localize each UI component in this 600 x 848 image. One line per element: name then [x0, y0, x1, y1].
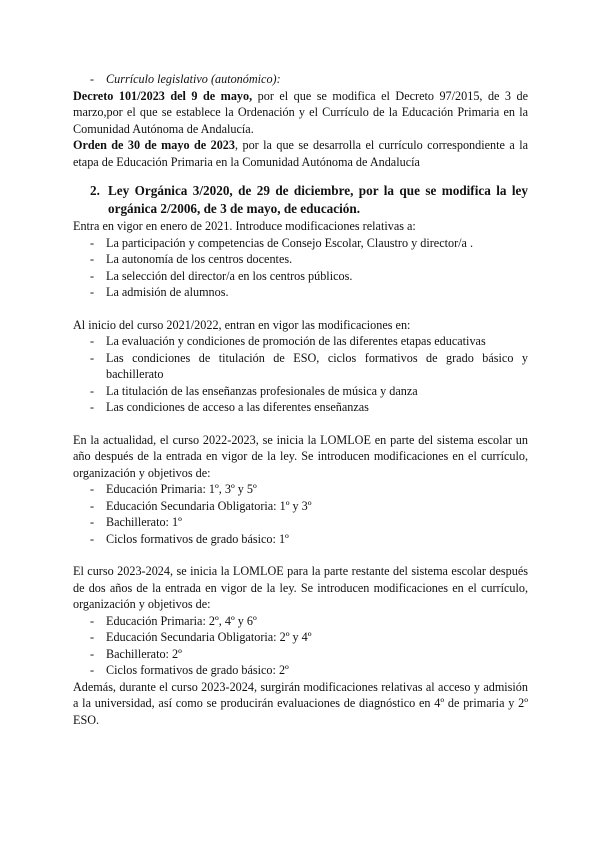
decreto-text: por el que se modifica el Decreto 97/2015, de 3 de marzo,por el que se establece la Ordenación y el Currículo de la Educación Primaria en la Comunidad Autónoma de Andalucía.: [73, 88, 528, 136]
list-item-text: Las condiciones de titulación de ESO, ciclos formativos de grado básico y bachillerato: [106, 350, 528, 381]
list-item: [73, 662, 528, 679]
modifications-list-2: [73, 333, 528, 416]
curriculum-item: Currículo legislativo (autonómico):: [106, 72, 281, 86]
intro-paragraph: Entra en vigor en enero de 2021. Introduce modificaciones relativas a:: [73, 219, 416, 233]
bullet-dash: -: [90, 72, 95, 86]
list-item: [73, 383, 528, 400]
list-item-text: Las condiciones de acceso a las diferentes enseñanzas: [106, 400, 369, 414]
bullet-dash: -: [90, 515, 95, 529]
list-item-text: Educación Secundaria Obligatoria: 2º y 4º: [106, 630, 312, 644]
list-item: [73, 629, 528, 646]
list-item-text: La selección del director/a en los centros públicos.: [106, 268, 353, 283]
list-item: [73, 514, 528, 531]
bullet-dash: -: [90, 252, 95, 266]
section-number: 2.: [90, 183, 100, 198]
list-item: [73, 235, 528, 252]
modifications-list-3: [73, 481, 528, 547]
list-item-text: La titulación de las enseñanzas profesionales de música y danza: [106, 383, 418, 398]
list-item: [73, 531, 528, 548]
modifications-list-4: [73, 613, 528, 679]
list-item: [73, 399, 528, 416]
list-item-text: Ciclos formativos de grado básico: 1º: [106, 531, 289, 546]
course-2021-paragraph: Al inicio del curso 2021/2022, entran en vigor las modificaciones en:: [73, 317, 411, 332]
list-item: [73, 613, 528, 630]
list-item-text: Bachillerato: 1º: [106, 515, 182, 529]
list-item-text: La participación y competencias de Consejo Escolar, Claustro y director/a .: [106, 235, 474, 250]
list-item-text: Ciclos formativos de grado básico: 2º: [106, 663, 289, 677]
decreto-paragraph: [73, 88, 528, 138]
closing-paragraph: Además, durante el curso 2023-2024, surgirán modificaciones relativas al acceso y admisión a la universidad, así como se producirán evaluaciones de diagnóstico en 4º de primaria y 2º ESO.: [73, 679, 528, 727]
list-item: [73, 350, 528, 383]
bullet-dash: -: [90, 663, 95, 677]
section-title: Ley Orgánica 3/2020, de 29 de diciembre, por la que se modifica la ley orgánica 2/2006, de 3 de mayo, de educación.: [108, 183, 528, 216]
bullet-dash: -: [90, 383, 95, 398]
list-item: [73, 481, 528, 498]
list-item: [73, 71, 528, 88]
bullet-dash: -: [90, 235, 95, 250]
course-2023-paragraph: El curso 2023-2024, se inicia la LOMLOE para la parte restante del sistema escolar después de dos años de la entrada en vigor de la ley. Se introducen modificaciones en el currículo, organización y objetivos de:: [73, 564, 528, 611]
bullet-dash: -: [90, 531, 95, 546]
bullet-dash: -: [90, 350, 95, 365]
list-item-text: La autonomía de los centros docentes.: [106, 252, 293, 266]
orden-paragraph: [73, 137, 528, 170]
list-item-text: Educación Secundaria Obligatoria: 1º y 3º: [106, 498, 312, 513]
list-item-text: La admisión de alumnos.: [106, 285, 229, 299]
curriculum-list: [73, 71, 528, 88]
bullet-dash: -: [90, 482, 95, 496]
orden-title: Orden de 30 de mayo de 2023: [73, 138, 235, 152]
decreto-title: Decreto 101/2023 del 9 de mayo,: [73, 88, 253, 103]
bullet-dash: -: [90, 268, 95, 283]
bullet-dash: -: [90, 646, 95, 661]
list-item: [73, 284, 528, 301]
document-page: [73, 71, 528, 728]
bullet-dash: -: [90, 334, 95, 348]
list-item-text: La evaluación y condiciones de promoción de las diferentes etapas educativas: [106, 334, 486, 348]
orden-text: , por la que se desarrolla el currículo correspondiente a la etapa de Educación Primaria en la Comunidad Autónoma de Andalucía: [73, 138, 528, 169]
bullet-dash: -: [90, 498, 95, 513]
list-item: [73, 268, 528, 285]
bullet-dash: -: [90, 613, 95, 628]
list-item-text: Bachillerato: 2º: [106, 646, 182, 661]
list-item: [73, 498, 528, 515]
bullet-dash: -: [90, 285, 95, 299]
bullet-dash: -: [90, 630, 95, 644]
course-2022-paragraph: En la actualidad, el curso 2022-2023, se inicia la LOMLOE en parte del sistema escolar un año después de la entrada en vigor de la ley. Se introducen modificaciones en el currículo, organización y objetivos de:: [73, 432, 528, 480]
list-item: [73, 251, 528, 268]
list-item-text: Educación Primaria: 1º, 3º y 5º: [106, 482, 257, 496]
bullet-dash: -: [90, 400, 95, 414]
list-item-text: Educación Primaria: 2º, 4º y 6º: [106, 613, 257, 628]
modifications-list-1: [73, 235, 528, 301]
list-item: [73, 333, 528, 350]
list-item: [73, 646, 528, 663]
section-heading: [73, 182, 528, 218]
